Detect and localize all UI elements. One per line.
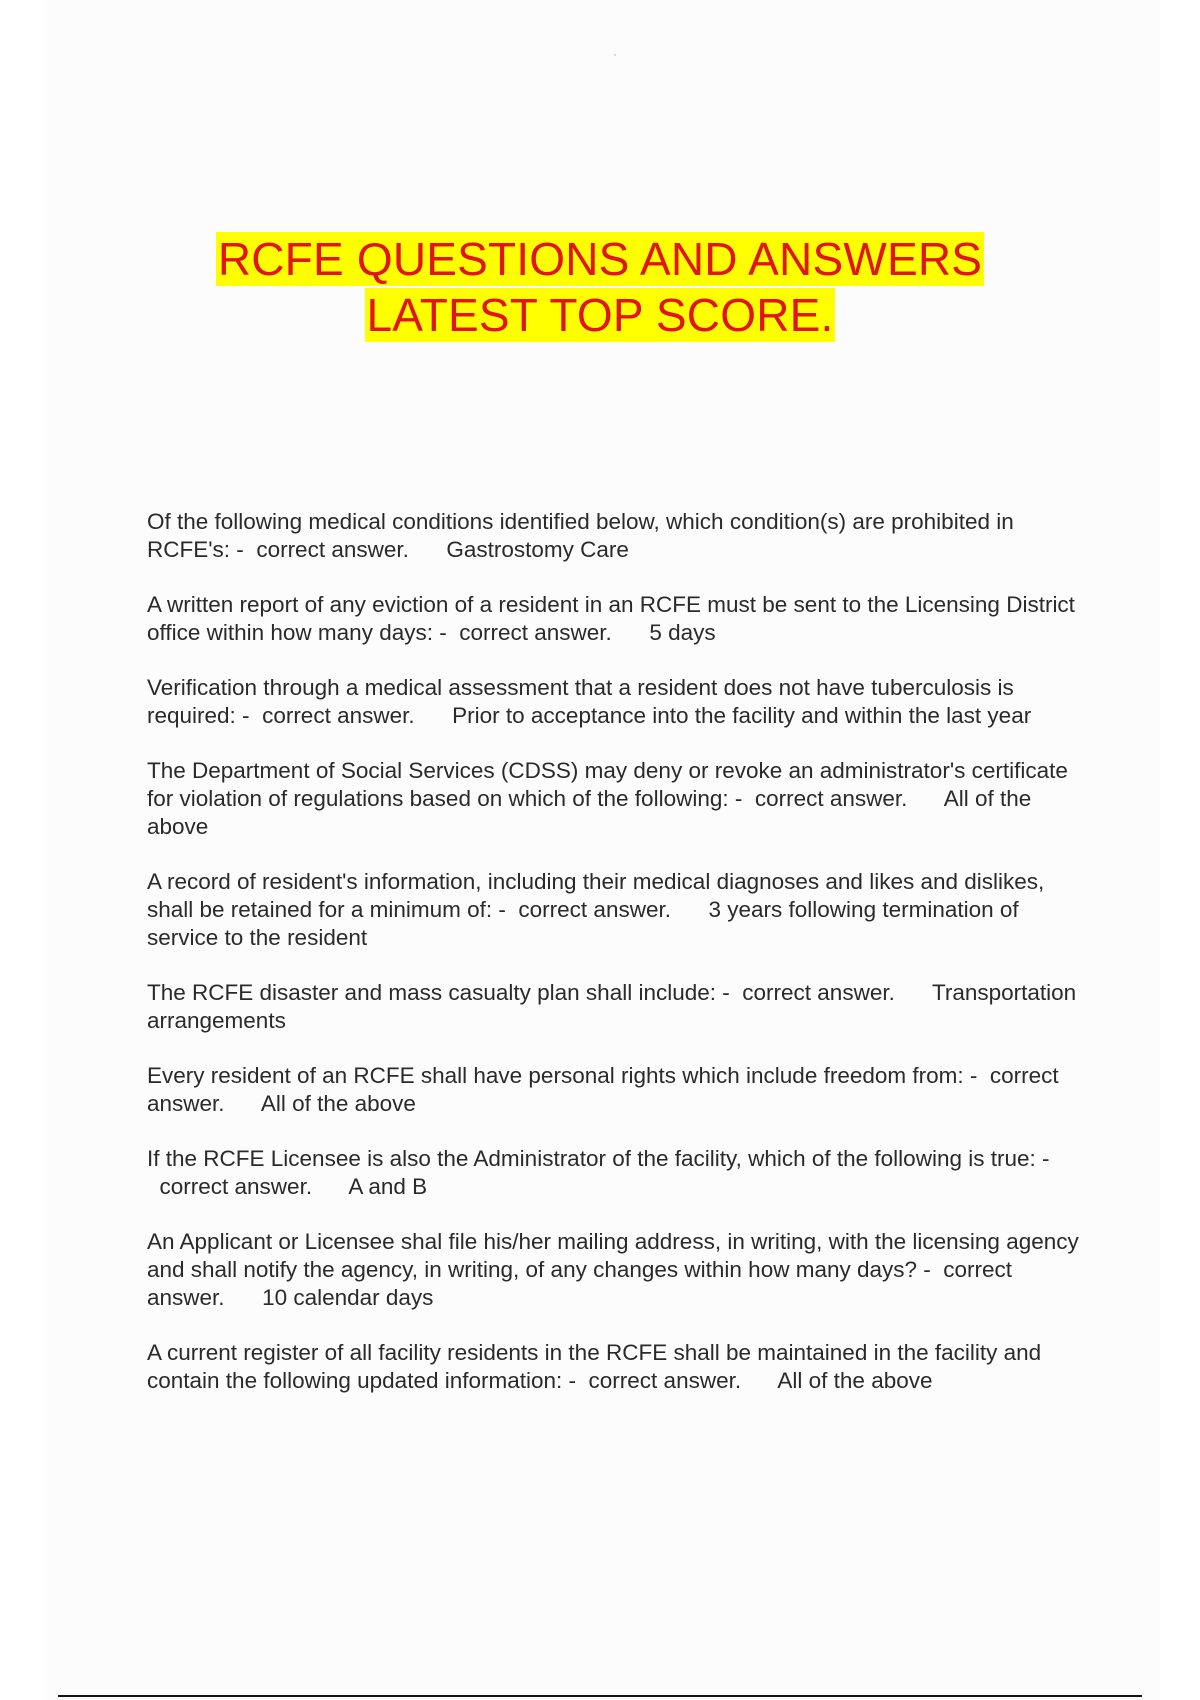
answer-text: All of the above — [260, 1091, 416, 1116]
answer-prefix: correct answer. — [754, 786, 908, 811]
answer-text: 5 days — [649, 620, 716, 645]
qa-item — [147, 757, 1087, 841]
qa-item — [147, 868, 1087, 952]
question-text: The Department of Social Services (CDSS) may deny or revoke an administrator's certificate for violation of regulations based on which of the following: - — [147, 758, 1068, 811]
question-text: Of the following medical conditions identified below, which condition(s) are prohibited in RCFE's: - — [147, 509, 1014, 562]
title-line-2: LATEST TOP SCORE. — [366, 289, 834, 341]
answer-text: Transportation arrangements — [147, 980, 1077, 1033]
question-text: A current register of all facility residents in the RCFE shall be maintained in the facility and contain the following updated information: - — [147, 1340, 1042, 1393]
answer-text: All of the above — [777, 1368, 933, 1393]
qa-item — [147, 674, 1087, 730]
answer-prefix: correct answer. — [147, 1257, 1013, 1310]
answer-prefix: correct answer. — [518, 897, 671, 922]
answer-text: Gastrostomy Care — [446, 537, 629, 562]
answer-prefix: correct answer. — [159, 1174, 313, 1199]
document-title — [0, 232, 1200, 344]
footer-rule — [58, 1695, 1142, 1697]
question-text: Every resident of an RCFE shall have personal rights which include freedom from: - — [147, 1063, 978, 1088]
question-text: The RCFE disaster and mass casualty plan shall include: - — [147, 980, 730, 1005]
answer-text: 10 calendar days — [262, 1285, 434, 1310]
qa-item — [147, 508, 1087, 564]
question-text: An Applicant or Licensee shal file his/her mailing address, in writing, with the licensing agency and shall notify the agency, in writing, of any changes within how many days? - — [147, 1229, 1079, 1282]
answer-text: All of the above — [147, 786, 1032, 839]
answer-prefix: correct answer. — [742, 980, 895, 1005]
answer-prefix: correct answer. — [262, 703, 415, 728]
question-text: A written report of any eviction of a resident in an RCFE must be sent to the Licensing District office within how many days: - — [147, 592, 1075, 645]
qa-item — [147, 979, 1087, 1035]
scan-speck — [614, 54, 616, 56]
title-line-1: RCFE QUESTIONS AND ANSWERS — [217, 233, 983, 285]
qa-item — [147, 1062, 1087, 1118]
question-text: A record of resident's information, including their medical diagnoses and likes and dislikes, shall be retained for a minimum of: - — [147, 869, 1045, 922]
answer-prefix: correct answer. — [588, 1368, 742, 1393]
question-text: Verification through a medical assessment that a resident does not have tuberculosis is required: - — [147, 675, 1014, 728]
question-text: If the RCFE Licensee is also the Administrator of the facility, which of the following is true: - — [147, 1146, 1050, 1171]
answer-text: 3 years following termination of service to the resident — [147, 897, 1019, 950]
answer-text: Prior to acceptance into the facility and within the last year — [452, 703, 1032, 728]
qa-item — [147, 591, 1087, 647]
qa-item — [147, 1145, 1087, 1201]
answer-prefix: correct answer. — [147, 1063, 1059, 1116]
answer-prefix: correct answer. — [256, 537, 409, 562]
qa-item — [147, 1339, 1087, 1395]
qa-item — [147, 1228, 1087, 1312]
answer-prefix: correct answer. — [459, 620, 612, 645]
answer-text: A and B — [348, 1174, 428, 1199]
qa-list — [147, 508, 1087, 1422]
